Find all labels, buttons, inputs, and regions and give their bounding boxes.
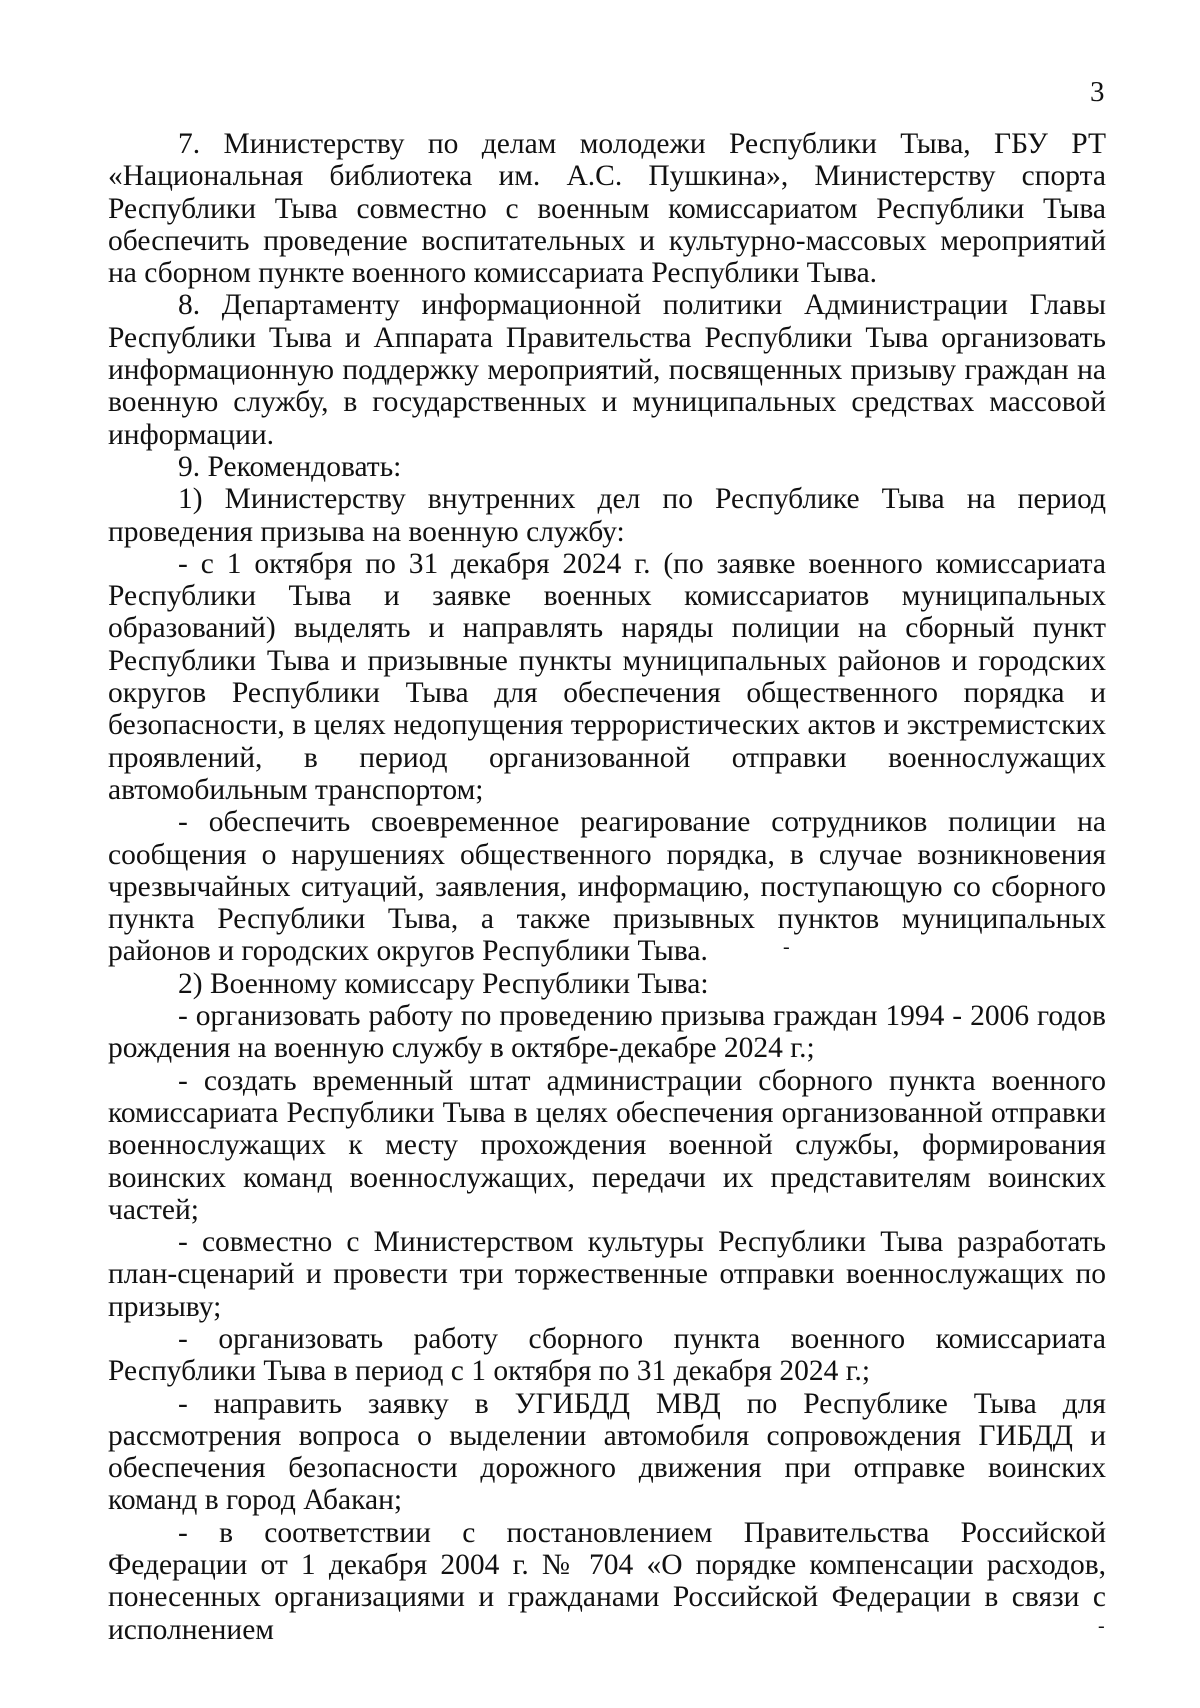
paragraph-9-2: 2) Военному комиссару Республики Тыва: bbox=[178, 967, 709, 1000]
paragraph-9-2-dash-5: - направить заявку в УГИБДД МВД по Республике Тыва для рассмотрения вопроса о выделении автомобиля сопровождения ГИБДД и обеспечения безопасности дорожного движения при отправке воинских команд в город Абакан; bbox=[108, 1387, 1106, 1517]
stray-dash-mark: - bbox=[783, 936, 790, 958]
paragraph-9-1: 1) Министерству внутренних дел по Республике Тыва на период проведения призыва на военную службу: bbox=[108, 483, 1106, 548]
paragraph-9-1-dash-2: - обеспечить своевременное реагирование сотрудников полиции на сообщения о нарушениях общественного порядка, в случае возникновения чрезвычайных ситуаций, заявления, информацию, поступающую со сборного пункта Республики Тыва, а также призывных пунктов муниципальных районов и городских округов Республики Тыва. bbox=[108, 806, 1106, 968]
page-number: 3 bbox=[1090, 76, 1105, 108]
stray-dash-mark-bottom: - bbox=[1098, 1615, 1105, 1637]
paragraph-8: 8. Департаменту информационной политики Администрации Главы Республики Тыва и Аппарата Правительства Республики Тыва организовать информационную поддержку мероприятий, посвященных призыву граждан на военную службу, в государственных и муниципальных средствах массовой информации. bbox=[108, 289, 1106, 451]
paragraph-9-2-dash-1: - организовать работу по проведению призыва граждан 1994 - 2006 годов рождения на военную службу в октябре-декабре 2024 г.; bbox=[108, 1000, 1106, 1065]
paragraph-7: 7. Министерству по делам молодежи Республики Тыва, ГБУ РТ «Национальная библиотека им. А.С. Пушкина», Министерству спорта Республики Тыва совместно с военным комиссариатом Республики Тыва обеспечить проведение воспитательных и культурно-массовых мероприятий на сборном пункте военного комиссариата Республики Тыва. bbox=[108, 128, 1106, 290]
paragraph-9-2-dash-6: - в соответствии с постановлением Правительства Российской Федерации от 1 декабря 2004 г. № 704 «О порядке компенсации расходов, понесенных организациями и гражданами Российской Федерации в связи с исполнением bbox=[108, 1516, 1106, 1646]
paragraph-9: 9. Рекомендовать: bbox=[178, 450, 402, 483]
paragraph-9-2-dash-2: - создать временный штат администрации сборного пункта военного комиссариата Республики Тыва в целях обеспечения организованной отправки военнослужащих к месту прохождения военной службы, формирования воинских команд военнослужащих, передачи их представителям воинских частей; bbox=[108, 1064, 1106, 1226]
document-body bbox=[108, 128, 1106, 1646]
paragraph-9-2-dash-4: - организовать работу сборного пункта военного комиссариата Республики Тыва в период с 1 октября по 31 декабря 2024 г.; bbox=[108, 1322, 1106, 1388]
paragraph-9-2-dash-3: - совместно с Министерством культуры Республики Тыва разработать план-сценарий и провести три торжественные отправки военнослужащих по призыву; bbox=[108, 1226, 1106, 1323]
paragraph-9-1-dash-1: - с 1 октября по 31 декабря 2024 г. (по заявке военного комиссариата Республики Тыва и заявке военных комиссариатов муниципальных образований) выделять и направлять наряды полиции на сборный пункт Республики Тыва и призывные пункты муниципальных районов и городских округов Республики Тыва для обеспечения общественного порядка и безопасности, в целях недопущения террористических актов и экстремистских проявлений, в период организованной отправки военнослужащих автомобильным транспортом; bbox=[108, 547, 1106, 806]
